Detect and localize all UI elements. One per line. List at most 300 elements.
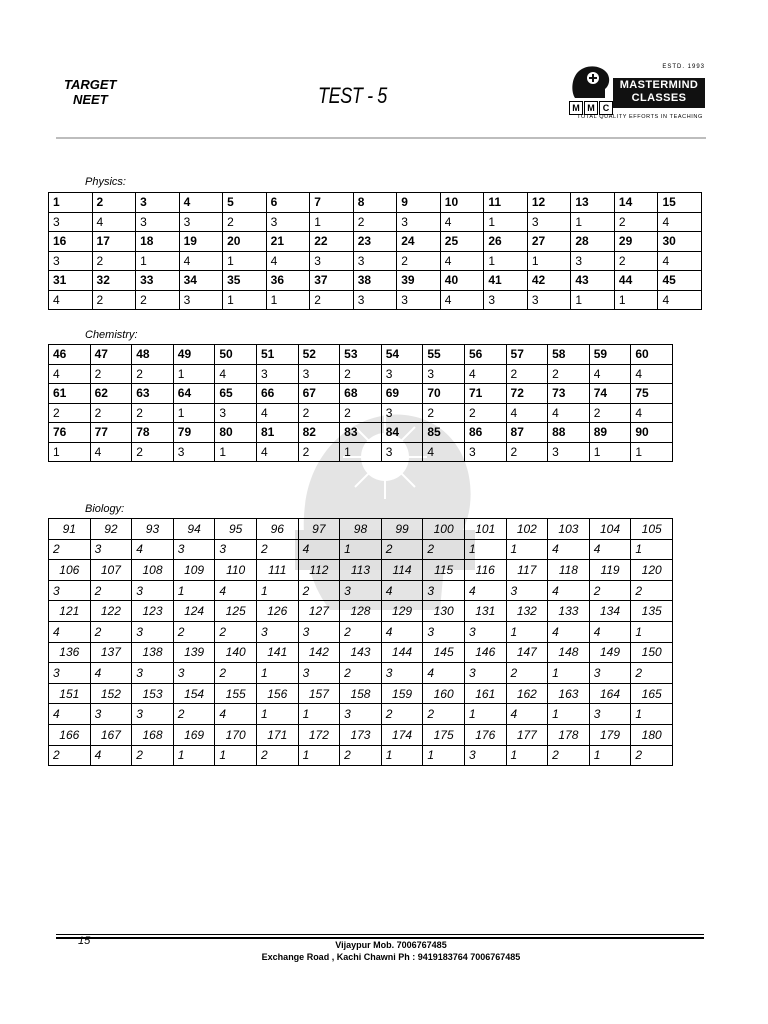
question-number-cell: 53 <box>340 345 382 365</box>
answer-cell: 4 <box>631 403 673 423</box>
question-number-cell: 129 <box>381 601 423 622</box>
question-number-cell: 48 <box>132 345 174 365</box>
answer-cell: 1 <box>548 663 590 684</box>
answer-cell: 3 <box>266 212 310 232</box>
answer-cell: 3 <box>179 212 223 232</box>
question-number-cell: 122 <box>90 601 132 622</box>
question-number-cell: 49 <box>173 345 215 365</box>
answer-cell: 3 <box>298 621 340 642</box>
question-number-cell: 71 <box>464 384 506 404</box>
answer-cell: 1 <box>527 251 571 271</box>
question-number-cell: 80 <box>215 423 257 443</box>
answer-cell: 4 <box>49 364 91 384</box>
question-number-cell: 70 <box>423 384 465 404</box>
question-number-cell: 62 <box>90 384 132 404</box>
question-number-cell: 78 <box>132 423 174 443</box>
answer-cell: 2 <box>353 212 397 232</box>
answer-cell: 4 <box>215 580 257 601</box>
answer-cell: 1 <box>614 290 658 310</box>
question-number-cell: 22 <box>310 232 354 252</box>
answer-row <box>49 364 673 384</box>
answer-cell: 3 <box>256 621 298 642</box>
answer-cell: 2 <box>464 403 506 423</box>
question-number-cell: 37 <box>310 271 354 291</box>
question-number-cell: 99 <box>381 519 423 540</box>
question-number-cell: 106 <box>49 560 91 581</box>
question-number-cell: 114 <box>381 560 423 581</box>
question-number-cell: 43 <box>571 271 615 291</box>
question-number-cell: 174 <box>381 724 423 745</box>
answer-cell: 4 <box>381 580 423 601</box>
answer-cell: 2 <box>631 580 673 601</box>
answer-cell: 1 <box>571 290 615 310</box>
question-number-cell: 180 <box>631 724 673 745</box>
biology-answer-table <box>48 518 673 766</box>
question-number-cell: 87 <box>506 423 548 443</box>
question-number-cell: 9 <box>397 193 441 213</box>
question-number-cell: 93 <box>132 519 174 540</box>
question-number-cell: 127 <box>298 601 340 622</box>
answer-cell: 2 <box>340 745 382 766</box>
answer-cell: 2 <box>423 403 465 423</box>
question-number-cell: 105 <box>631 519 673 540</box>
question-number-cell: 143 <box>340 642 382 663</box>
answer-cell: 4 <box>256 442 298 462</box>
question-number-cell: 52 <box>298 345 340 365</box>
question-number-cell: 179 <box>589 724 631 745</box>
question-number-cell: 38 <box>353 271 397 291</box>
answer-cell: 2 <box>90 403 132 423</box>
answer-cell: 3 <box>49 663 91 684</box>
question-number-cell: 24 <box>397 232 441 252</box>
answer-cell: 3 <box>381 442 423 462</box>
answer-cell: 4 <box>49 621 91 642</box>
answer-cell: 3 <box>256 364 298 384</box>
answer-cell: 3 <box>49 251 93 271</box>
answer-cell: 2 <box>298 403 340 423</box>
answer-cell: 4 <box>90 745 132 766</box>
question-number-cell: 115 <box>423 560 465 581</box>
answer-row <box>49 621 673 642</box>
question-number-cell: 10 <box>440 193 484 213</box>
question-number-cell: 147 <box>506 642 548 663</box>
question-number-cell: 152 <box>90 683 132 704</box>
answer-cell: 1 <box>298 704 340 725</box>
answer-cell: 2 <box>298 580 340 601</box>
answer-cell: 4 <box>215 704 257 725</box>
question-number-cell: 42 <box>527 271 571 291</box>
answer-cell: 1 <box>589 442 631 462</box>
answer-cell: 3 <box>132 580 174 601</box>
answer-cell: 4 <box>589 621 631 642</box>
question-number-cell: 4 <box>179 193 223 213</box>
answer-cell: 2 <box>136 290 180 310</box>
answer-cell: 1 <box>423 745 465 766</box>
question-number-cell: 13 <box>571 193 615 213</box>
answer-cell: 3 <box>464 745 506 766</box>
answer-cell: 3 <box>90 704 132 725</box>
answer-cell: 2 <box>256 539 298 560</box>
answer-row <box>49 580 673 601</box>
question-number-cell: 162 <box>506 683 548 704</box>
answer-row <box>49 290 702 310</box>
question-number-cell: 142 <box>298 642 340 663</box>
answer-cell: 3 <box>484 290 528 310</box>
answer-cell: 4 <box>464 580 506 601</box>
question-number-row <box>49 271 702 291</box>
question-number-cell: 126 <box>256 601 298 622</box>
answer-cell: 4 <box>658 251 702 271</box>
answer-cell: 3 <box>136 212 180 232</box>
question-number-cell: 34 <box>179 271 223 291</box>
question-number-cell: 45 <box>658 271 702 291</box>
answer-cell: 1 <box>484 212 528 232</box>
chemistry-label: Chemistry: <box>85 329 138 341</box>
question-number-cell: 64 <box>173 384 215 404</box>
question-number-cell: 55 <box>423 345 465 365</box>
answer-cell: 1 <box>381 745 423 766</box>
answer-cell: 1 <box>173 403 215 423</box>
answer-cell: 4 <box>256 403 298 423</box>
answer-cell: 3 <box>132 621 174 642</box>
question-number-cell: 161 <box>464 683 506 704</box>
question-number-cell: 89 <box>589 423 631 443</box>
answer-cell: 1 <box>484 251 528 271</box>
question-number-cell: 153 <box>132 683 174 704</box>
question-number-cell: 138 <box>132 642 174 663</box>
question-number-cell: 133 <box>548 601 590 622</box>
answer-cell: 4 <box>548 580 590 601</box>
answer-cell: 1 <box>49 442 91 462</box>
answer-cell: 2 <box>548 364 590 384</box>
answer-cell: 4 <box>49 704 91 725</box>
question-number-cell: 94 <box>173 519 215 540</box>
logo-initial: M <box>569 101 583 115</box>
answer-cell: 2 <box>506 364 548 384</box>
answer-cell: 2 <box>90 621 132 642</box>
answer-cell: 1 <box>464 539 506 560</box>
question-number-cell: 3 <box>136 193 180 213</box>
answer-cell: 1 <box>571 212 615 232</box>
answer-cell: 4 <box>215 364 257 384</box>
question-number-cell: 5 <box>223 193 267 213</box>
question-number-row <box>49 601 673 622</box>
answer-cell: 4 <box>548 403 590 423</box>
question-number-cell: 15 <box>658 193 702 213</box>
answer-cell: 1 <box>173 580 215 601</box>
neet-label: NEET <box>73 92 108 107</box>
question-number-cell: 157 <box>298 683 340 704</box>
question-number-cell: 11 <box>484 193 528 213</box>
question-number-cell: 124 <box>173 601 215 622</box>
question-number-cell: 20 <box>223 232 267 252</box>
question-number-cell: 73 <box>548 384 590 404</box>
logo-tagline: TOTAL QUALITY EFFORTS IN TEACHING <box>577 114 703 120</box>
question-number-cell: 101 <box>464 519 506 540</box>
answer-cell: 1 <box>631 621 673 642</box>
question-number-cell: 178 <box>548 724 590 745</box>
question-number-cell: 158 <box>340 683 382 704</box>
question-number-cell: 51 <box>256 345 298 365</box>
answer-cell: 2 <box>49 403 91 423</box>
question-number-cell: 23 <box>353 232 397 252</box>
answer-cell: 4 <box>589 539 631 560</box>
question-number-cell: 7 <box>310 193 354 213</box>
answer-cell: 4 <box>548 621 590 642</box>
answer-cell: 4 <box>92 212 136 232</box>
answer-cell: 3 <box>381 403 423 423</box>
answer-cell: 3 <box>464 663 506 684</box>
question-number-cell: 46 <box>49 345 91 365</box>
question-number-cell: 69 <box>381 384 423 404</box>
question-number-cell: 118 <box>548 560 590 581</box>
question-number-cell: 141 <box>256 642 298 663</box>
answer-row <box>49 745 673 766</box>
question-number-cell: 41 <box>484 271 528 291</box>
answer-cell: 3 <box>506 580 548 601</box>
question-number-cell: 21 <box>266 232 310 252</box>
answer-row <box>49 663 673 684</box>
answer-cell: 2 <box>173 621 215 642</box>
question-number-row <box>49 560 673 581</box>
answer-cell: 2 <box>614 212 658 232</box>
question-number-cell: 121 <box>49 601 91 622</box>
answer-cell: 2 <box>90 364 132 384</box>
question-number-cell: 110 <box>215 560 257 581</box>
answer-cell: 4 <box>658 290 702 310</box>
answer-cell: 2 <box>92 290 136 310</box>
answer-cell: 3 <box>589 663 631 684</box>
answer-cell: 1 <box>631 442 673 462</box>
answer-cell: 2 <box>49 745 91 766</box>
answer-row <box>49 251 702 271</box>
answer-cell: 1 <box>631 539 673 560</box>
answer-cell: 4 <box>506 403 548 423</box>
answer-cell: 2 <box>340 364 382 384</box>
answer-cell: 2 <box>49 539 91 560</box>
answer-cell: 4 <box>381 621 423 642</box>
question-number-cell: 145 <box>423 642 465 663</box>
answer-cell: 4 <box>90 442 132 462</box>
header-divider <box>56 137 706 139</box>
answer-cell: 4 <box>440 212 484 232</box>
question-number-row <box>49 232 702 252</box>
question-number-cell: 177 <box>506 724 548 745</box>
question-number-cell: 107 <box>90 560 132 581</box>
question-number-cell: 154 <box>173 683 215 704</box>
question-number-cell: 61 <box>49 384 91 404</box>
question-number-cell: 54 <box>381 345 423 365</box>
answer-row <box>49 704 673 725</box>
answer-cell: 2 <box>215 621 257 642</box>
question-number-cell: 119 <box>589 560 631 581</box>
answer-cell: 2 <box>381 704 423 725</box>
answer-cell: 2 <box>340 621 382 642</box>
answer-cell: 1 <box>256 704 298 725</box>
answer-cell: 2 <box>92 251 136 271</box>
question-number-cell: 79 <box>173 423 215 443</box>
question-number-cell: 57 <box>506 345 548 365</box>
answer-cell: 1 <box>136 251 180 271</box>
answer-cell: 1 <box>340 442 382 462</box>
question-number-cell: 151 <box>49 683 91 704</box>
question-number-row <box>49 683 673 704</box>
question-number-cell: 68 <box>340 384 382 404</box>
question-number-cell: 139 <box>173 642 215 663</box>
question-number-cell: 83 <box>340 423 382 443</box>
answer-cell: 3 <box>132 704 174 725</box>
answer-cell: 1 <box>589 745 631 766</box>
answer-row <box>49 212 702 232</box>
answer-cell: 2 <box>223 212 267 232</box>
question-number-cell: 97 <box>298 519 340 540</box>
answer-cell: 4 <box>132 539 174 560</box>
question-number-cell: 148 <box>548 642 590 663</box>
biology-label: Biology: <box>85 503 125 515</box>
question-number-cell: 29 <box>614 232 658 252</box>
answer-cell: 2 <box>614 251 658 271</box>
question-number-cell: 163 <box>548 683 590 704</box>
question-number-cell: 166 <box>49 724 91 745</box>
question-number-cell: 59 <box>589 345 631 365</box>
question-number-cell: 19 <box>179 232 223 252</box>
answer-cell: 1 <box>173 364 215 384</box>
answer-row <box>49 539 673 560</box>
question-number-cell: 137 <box>90 642 132 663</box>
question-number-cell: 171 <box>256 724 298 745</box>
answer-cell: 3 <box>353 290 397 310</box>
question-number-cell: 164 <box>589 683 631 704</box>
question-number-cell: 8 <box>353 193 397 213</box>
question-number-cell: 98 <box>340 519 382 540</box>
question-number-cell: 82 <box>298 423 340 443</box>
answer-cell: 3 <box>49 580 91 601</box>
question-number-cell: 25 <box>440 232 484 252</box>
answer-cell: 3 <box>298 663 340 684</box>
question-number-cell: 156 <box>256 683 298 704</box>
answer-cell: 2 <box>397 251 441 271</box>
question-number-row <box>49 724 673 745</box>
question-number-cell: 60 <box>631 345 673 365</box>
answer-cell: 2 <box>631 745 673 766</box>
question-number-cell: 74 <box>589 384 631 404</box>
question-number-cell: 2 <box>92 193 136 213</box>
question-number-cell: 150 <box>631 642 673 663</box>
answer-row <box>49 442 673 462</box>
logo-initial: M <box>584 101 598 115</box>
answer-cell: 3 <box>215 539 257 560</box>
answer-cell: 4 <box>440 290 484 310</box>
question-number-cell: 173 <box>340 724 382 745</box>
question-number-cell: 35 <box>223 271 267 291</box>
question-number-cell: 125 <box>215 601 257 622</box>
question-number-cell: 75 <box>631 384 673 404</box>
question-number-row <box>49 384 673 404</box>
question-number-cell: 27 <box>527 232 571 252</box>
answer-cell: 2 <box>90 580 132 601</box>
question-number-cell: 109 <box>173 560 215 581</box>
answer-cell: 4 <box>423 442 465 462</box>
answer-cell: 3 <box>381 364 423 384</box>
logo-initial: C <box>599 101 613 115</box>
footer-divider <box>56 934 704 935</box>
answer-cell: 2 <box>340 403 382 423</box>
question-number-cell: 44 <box>614 271 658 291</box>
footer-divider-thick <box>56 937 704 939</box>
answer-cell: 2 <box>589 580 631 601</box>
question-number-cell: 117 <box>506 560 548 581</box>
question-number-cell: 102 <box>506 519 548 540</box>
question-number-cell: 146 <box>464 642 506 663</box>
answer-cell: 1 <box>215 442 257 462</box>
answer-cell: 3 <box>527 212 571 232</box>
target-label: TARGET <box>64 77 117 92</box>
answer-cell: 4 <box>298 539 340 560</box>
question-number-cell: 50 <box>215 345 257 365</box>
question-number-cell: 159 <box>381 683 423 704</box>
question-number-cell: 84 <box>381 423 423 443</box>
answer-cell: 4 <box>423 663 465 684</box>
answer-cell: 1 <box>506 621 548 642</box>
answer-cell: 3 <box>548 442 590 462</box>
question-number-cell: 39 <box>397 271 441 291</box>
answer-cell: 1 <box>266 290 310 310</box>
answer-cell: 3 <box>464 442 506 462</box>
answer-cell: 1 <box>256 663 298 684</box>
question-number-cell: 123 <box>132 601 174 622</box>
logo-name-line1: MASTERMIND <box>619 79 699 91</box>
question-number-row <box>49 423 673 443</box>
answer-cell: 1 <box>223 251 267 271</box>
answer-cell: 2 <box>310 290 354 310</box>
answer-row <box>49 403 673 423</box>
question-number-row <box>49 345 673 365</box>
answer-cell: 3 <box>179 290 223 310</box>
answer-cell: 1 <box>548 704 590 725</box>
answer-cell: 1 <box>506 745 548 766</box>
answer-cell: 2 <box>548 745 590 766</box>
question-number-cell: 167 <box>90 724 132 745</box>
answer-cell: 3 <box>173 663 215 684</box>
question-number-cell: 135 <box>631 601 673 622</box>
answer-cell: 4 <box>658 212 702 232</box>
answer-cell: 3 <box>173 539 215 560</box>
answer-cell: 3 <box>423 621 465 642</box>
question-number-cell: 104 <box>589 519 631 540</box>
answer-cell: 4 <box>506 704 548 725</box>
question-number-cell: 120 <box>631 560 673 581</box>
question-number-cell: 112 <box>298 560 340 581</box>
answer-cell: 2 <box>132 745 174 766</box>
answer-cell: 2 <box>423 539 465 560</box>
question-number-cell: 130 <box>423 601 465 622</box>
footer-contact-line2: Exchange Road , Kachi Chawni Ph : 9419183764 7006767485 <box>261 952 521 962</box>
question-number-cell: 113 <box>340 560 382 581</box>
question-number-cell: 56 <box>464 345 506 365</box>
answer-cell: 3 <box>215 403 257 423</box>
question-number-cell: 175 <box>423 724 465 745</box>
question-number-cell: 77 <box>90 423 132 443</box>
answer-cell: 3 <box>397 212 441 232</box>
question-number-row <box>49 519 673 540</box>
question-number-cell: 66 <box>256 384 298 404</box>
question-number-cell: 58 <box>548 345 590 365</box>
question-number-cell: 40 <box>440 271 484 291</box>
chemistry-answer-table <box>48 344 673 462</box>
target-neet-label <box>64 77 144 107</box>
question-number-cell: 136 <box>49 642 91 663</box>
physics-answer-table <box>48 192 702 310</box>
